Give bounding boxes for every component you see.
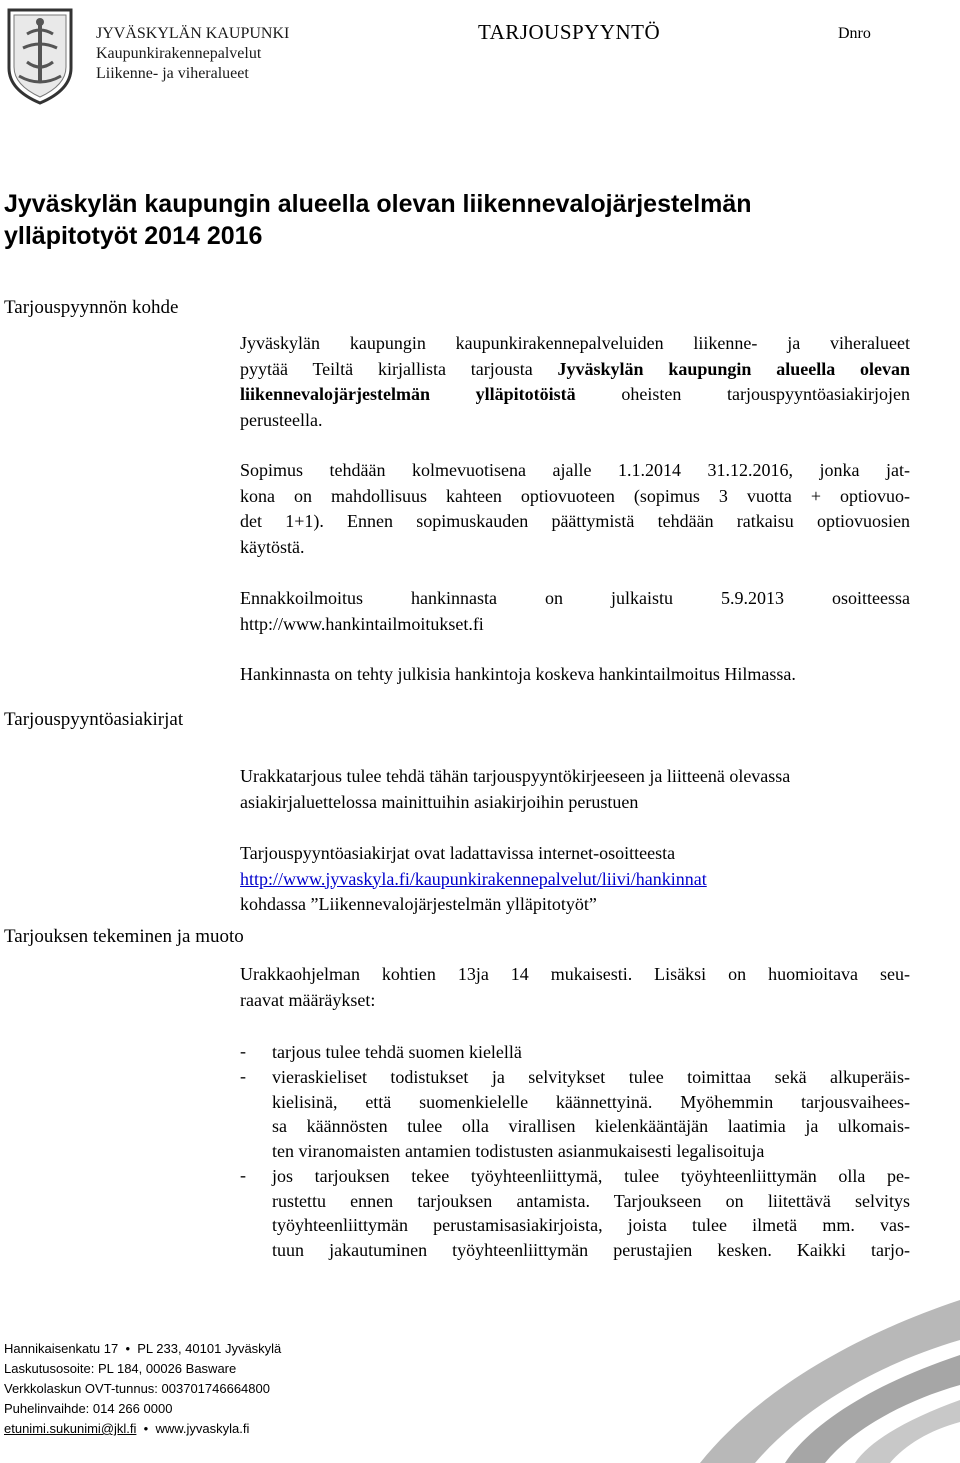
text-span: oheisten tarjouspyyntöasiakirjojen [621, 384, 910, 404]
list-bullet-dash: - [240, 1041, 246, 1061]
text-line: tuun jakautuminen työyhteenliittymän perustajien kesken. Kaikki tarjo- [272, 1239, 910, 1260]
footer-billing: Laskutusosoite: PL 184, 00026 Basware [4, 1361, 237, 1376]
document-title-line2: ylläpitotyöt 2014 2016 [4, 222, 263, 250]
text-line: asiakirjaluettelossa mainittuihin asiakirjoihin perustuen [240, 791, 639, 812]
city-crest-logo [5, 6, 75, 106]
text-line: kielisinä, että suomenkielelle käännettyinä. Myöhemmin tarjousvaihees- [272, 1091, 910, 1112]
footer-po-box: PL 233, 40101 Jyväskylä [137, 1341, 282, 1356]
text-line [240, 382, 910, 408]
text-line: rustettu ennen tarjouksen antamista. Tarjoukseen on liitettävä selvitys [272, 1190, 910, 1211]
text-span: pyytää Teiltä kirjallista tarjousta [240, 358, 533, 379]
text-line: kohdassa ”Liikennevalojärjestelmän ylläpitotyöt” [240, 894, 597, 914]
dnro-label: Dnro [838, 25, 871, 42]
text-line: Hankinnasta on tehty julkisia hankintoja koskeva hankintailmoitus Hilmassa. [240, 664, 796, 684]
footer-street: Hannikaisenkatu 17 [4, 1341, 119, 1356]
section-label-kohde: Tarjouspyynnön kohde [4, 297, 179, 318]
text-line: raavat määräykset: [240, 989, 376, 1010]
documents-download-link[interactable]: http://www.jyvaskyla.fi/kaupunkirakennepalvelut/liivi/hankinnat [240, 868, 707, 889]
org-unit: Kaupunkirakennepalvelut [96, 45, 262, 62]
kohde-paragraph-3 [240, 586, 910, 637]
document-type: TARJOUSPYYNTÖ [478, 20, 661, 44]
list-item [272, 1040, 910, 1065]
footer-address-line [4, 1341, 281, 1357]
footer-contact-line [4, 1421, 249, 1437]
text-line: det 1+1). Ennen sopimuskauden päättymistä tehdään ratkaisu optiovuosien [240, 511, 910, 531]
text-line: Urakkaohjelman kohtien 13ja 14 mukaisesti. Lisäksi on huomioitava seu- [240, 964, 910, 984]
announcement-url: http://www.hankintailmoitukset.fi [240, 613, 484, 634]
list-item [272, 1065, 910, 1163]
footer-einvoice: Verkkolaskun OVT-tunnus: 003701746664800 [4, 1381, 270, 1396]
bold-subject: liikennevalojärjestelmän ylläpitotöistä [240, 384, 576, 404]
asiakirjat-paragraph-2 [240, 841, 910, 918]
list-bullet-dash: - [240, 1165, 246, 1185]
document-title-line1: Jyväskylän kaupungin alueella olevan liikennevalojärjestelmän [4, 190, 752, 218]
text-line: Ennakkoilmoitus hankinnasta on julkaistu 5.9.2013 osoitteessa [240, 588, 910, 608]
text-line: jos tarjouksen tekee työyhteenliittymä, tulee työyhteenliittymän olla pe- [272, 1166, 910, 1186]
asiakirjat-paragraph-1 [240, 764, 910, 815]
kohde-paragraph-2 [240, 458, 910, 560]
footer-bullet: • [143, 1421, 149, 1436]
text-line: Sopimus tehdään kolmevuotisena ajalle 1.1.2014 31.12.2016, jonka jat- [240, 460, 910, 480]
text-line: kona on mahdollisuus kahteen optiovuoteen (sopimus 3 vuotta + optiovuo- [240, 485, 910, 506]
text-line [240, 357, 910, 383]
tekeminen-intro [240, 962, 910, 1013]
footer-bullet: • [125, 1341, 130, 1356]
text-line: Urakkatarjous tulee tehdä tähän tarjouspyyntökirjeeseen ja liitteenä olevassa [240, 766, 791, 786]
footer-website: www.jyvaskyla.fi [155, 1421, 250, 1436]
list-item [272, 1164, 910, 1262]
text-line: vieraskieliset todistukset ja selvitykset tulee toimittaa sekä alkuperäis- [272, 1067, 910, 1087]
bold-subject: Jyväskylän kaupungin alueella olevan [557, 358, 911, 379]
list-bullet-dash: - [240, 1066, 246, 1086]
text-line: sa käännösten tulee olla virallisen kielenkääntäjän laatimia ja ulkomais- [272, 1116, 910, 1137]
kohde-paragraph-1 [240, 331, 910, 433]
footer-phone: Puhelinvaihde: 014 266 0000 [4, 1401, 173, 1416]
footer-email-link[interactable]: etunimi.sukunimi@jkl.fi [4, 1421, 137, 1436]
text-line: Jyväskylän kaupungin kaupunkirakennepalveluiden liikenne- ja viheralueet [240, 333, 910, 353]
section-label-asiakirjat: Tarjouspyyntöasiakirjat [4, 709, 184, 730]
text-line: työyhteenliittymän perustamisasiakirjoista, joista tulee ilmetä mm. vas- [272, 1215, 910, 1236]
text-line: käytöstä. [240, 536, 305, 557]
text-line [240, 867, 910, 893]
org-name: JYVÄSKYLÄN KAUPUNKI [96, 25, 290, 42]
text-line: Tarjouspyyntöasiakirjat ovat ladattavissa internet-osoitteesta [240, 843, 676, 863]
section-label-tekeminen: Tarjouksen tekeminen ja muoto [4, 926, 244, 947]
footer-decorative-arcs [660, 1300, 960, 1463]
text-line: ten viranomaisten antamien todistusten asianmukaisesti legalisoituja [272, 1140, 765, 1161]
org-subunit: Liikenne- ja viheralueet [96, 65, 249, 82]
text-line: tarjous tulee tehdä suomen kielellä [272, 1042, 522, 1062]
kohde-paragraph-4 [240, 662, 940, 688]
text-line: perusteella. [240, 409, 323, 430]
